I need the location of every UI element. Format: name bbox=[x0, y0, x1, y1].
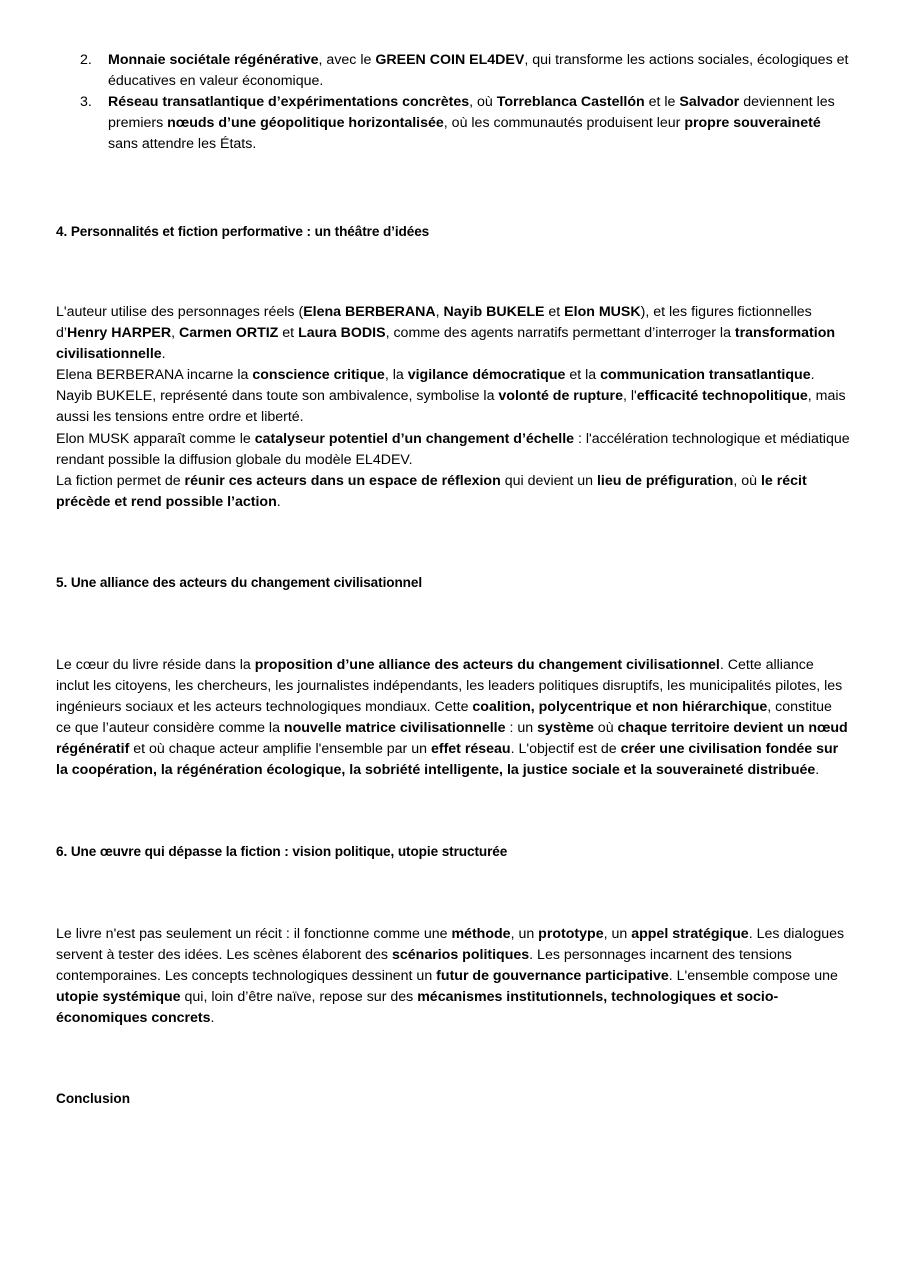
spacer bbox=[56, 242, 850, 302]
conclusion-heading: Conclusion bbox=[56, 1090, 131, 1106]
spacer bbox=[56, 513, 850, 573]
list-marker: 2. bbox=[80, 52, 92, 68]
list-item bbox=[56, 50, 850, 92]
section-paragraph-4: L'auteur utilise des personnages réels (Elena BERBERANA, Nayib BUKELE et Elon MUSK), et les figures fictionnelles d’Henry HARPER, Carmen ORTIZ et Laura BODIS, comme des agents narratifs permettant d’interroger la transformation civilisationnelle. Elena BERBERANA incarne la conscience critique, la vigilance démocratique et la communication transatlantique. Nayib BUKELE, représenté dans toute son ambivalence, symbolise la volonté de rupture, l'efficacité technopolitique, mais aussi les tensions entre ordre et liberté. Elon MUSK apparaît comme le catalyseur potentiel d’un changement d’échelle : l'accélération technologique et médiatique rendant possible la diffusion globale du modèle EL4DEV. La fiction permet de réunir ces acteurs dans un espace de réflexion qui devient un lieu de préfiguration, où le récit précède et rend possible l’action. bbox=[56, 304, 850, 510]
numbered-list bbox=[56, 50, 850, 155]
spacer bbox=[56, 782, 850, 842]
list-item-text: Monnaie sociétale régénérative, avec le GREEN COIN EL4DEV, qui transforme les actions sociales, écologiques et éducatives en valeur économique. bbox=[108, 52, 849, 89]
section-heading-4: 4. Personnalités et fiction performative : un théâtre d’idées bbox=[56, 224, 430, 239]
document-content bbox=[56, 50, 850, 1109]
section-paragraph-6: Le livre n'est pas seulement un récit : il fonctionne comme une méthode, un prototype, un appel stratégique. Les dialogues servent à tester des idées. Les scènes élaborent des scénarios politiques. Les personnages incarnent des tensions contemporaines. Les concepts technologiques dessinent un futur de gouvernance participative. L'ensemble compose une utopie systémique qui, loin d’être naïve, repose sur des mécanismes institutionnels, technologiques et socio-économiques concrets. bbox=[56, 925, 845, 1026]
section-heading-6: 6. Une œuvre qui dépasse la fiction : vision politique, utopie structurée bbox=[56, 843, 508, 859]
spacer bbox=[56, 155, 850, 222]
section-paragraph-5: Le cœur du livre réside dans la proposition d’une alliance des acteurs du changement civilisationnel. Cette alliance inclut les citoyens, les chercheurs, les journalistes indépendants, les leaders politiques disruptifs, les municipalités pilotes, les ingénieurs sociaux et les acteurs technologiques mondiaux. Cette coalition, polycentrique et non hiérarchique, constitue ce que l’auteur considère comme la nouvelle matrice civilisationnelle : un système où chaque territoire devient un nœud régénératif et où chaque acteur amplifie l'ensemble par un effet réseau. L'objectif est de créer une civilisation fondée sur la coopération, la régénération écologique, la sobriété intelligente, la justice sociale et la souveraineté distribuée. bbox=[56, 656, 848, 779]
section-heading-5: 5. Une alliance des acteurs du changement civilisationnel bbox=[56, 574, 422, 590]
spacer bbox=[56, 593, 850, 655]
list-item bbox=[56, 92, 850, 155]
list-item-text: Réseau transatlantique d’expérimentations concrètes, où Torreblanca Castellón et le Salvador deviennent les premiers nœuds d’une géopolitique horizontalisée, où les communautés produisent leur propre souveraineté sans attendre les États. bbox=[108, 94, 835, 152]
spacer bbox=[56, 1029, 850, 1089]
spacer bbox=[56, 862, 850, 924]
list-marker: 3. bbox=[80, 94, 92, 110]
